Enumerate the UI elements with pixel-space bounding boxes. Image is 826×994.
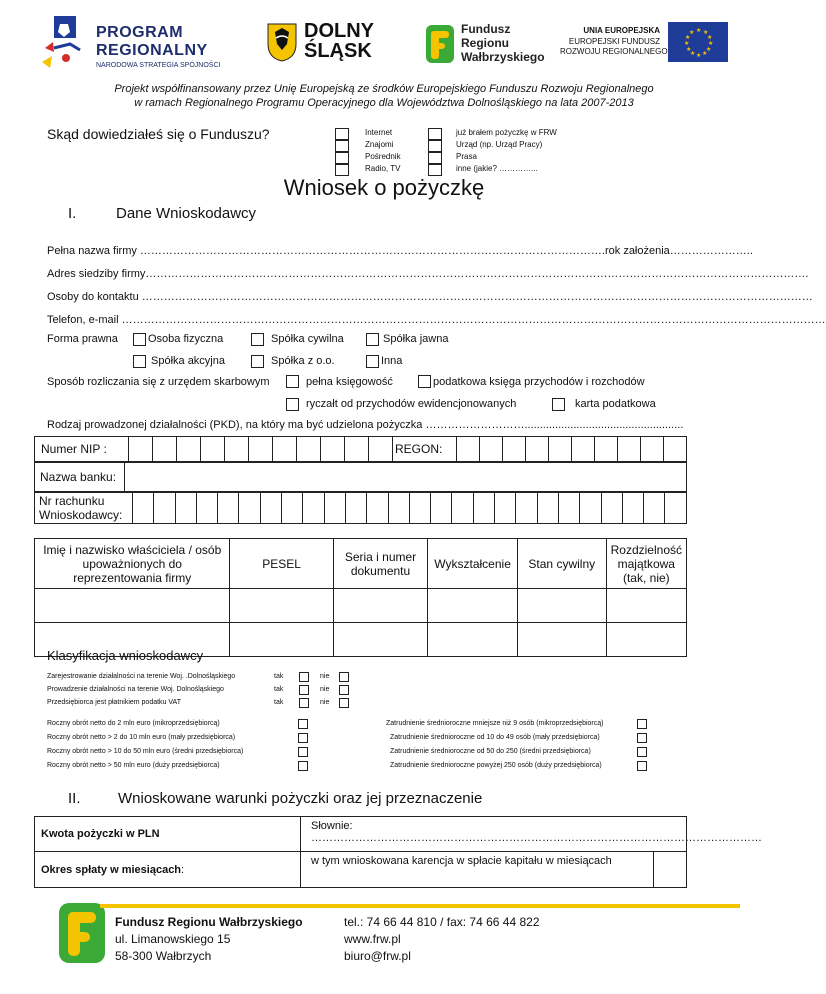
regon-digit-cell[interactable] <box>641 437 664 462</box>
label-spolka-jawna: Spółka jawna <box>383 333 449 345</box>
account-label-line2: Wnioskodawcy: <box>39 508 123 522</box>
section-1-number: I. <box>68 205 77 222</box>
checkbox-posrednik[interactable] <box>335 152 349 164</box>
option-radio-tv: Radio, TV <box>365 164 401 173</box>
label-inna: Inna <box>381 355 403 367</box>
checkbox-znajomi[interactable] <box>335 140 349 152</box>
checkbox-osoba-fizyczna[interactable] <box>133 333 146 346</box>
field-address[interactable]: Adres siedziby firmy………………………………………………………………………………………………………………………………………………………………. <box>47 268 809 280</box>
checkbox-press[interactable] <box>428 152 442 164</box>
account-digit-cell[interactable] <box>644 493 665 524</box>
loan-amount-label: Kwota pożyczki w PLN <box>41 828 160 840</box>
checkbox-karta-podatkowa[interactable] <box>552 398 565 411</box>
svg-text:★: ★ <box>685 34 691 41</box>
option-press: Prasa <box>456 152 477 161</box>
frw-line1: Fundusz <box>461 22 511 36</box>
svg-text:★: ★ <box>684 40 690 47</box>
no-label-2: nie <box>320 686 330 693</box>
bank-name-label-cell <box>35 463 125 492</box>
nip-digit-cell[interactable] <box>225 437 249 462</box>
checkbox-internet[interactable] <box>335 128 349 140</box>
label-spolka-zoo: Spółka z o.o. <box>271 355 335 367</box>
eu-line2: EUROPEJSKI FUNDUSZ <box>568 37 660 46</box>
svg-text:★: ★ <box>686 46 692 53</box>
owners-header-pesel: PESEL <box>230 539 333 589</box>
owners-header-property: Rozdzielność majątkowa (tak, nie) <box>606 539 686 589</box>
regon-digit-cell[interactable] <box>549 437 572 462</box>
account-digit-cell[interactable] <box>495 493 516 524</box>
owners-header-document: Seria i numer dokumentu <box>333 539 428 589</box>
checkbox-registration-no[interactable] <box>339 672 349 682</box>
nip-regon-row <box>35 437 687 462</box>
loan-amount-label-cell <box>35 817 301 852</box>
account-digit-cell[interactable] <box>303 493 324 524</box>
checkbox-spolka-cywilna[interactable] <box>251 333 264 346</box>
class-row-activity: Prowadzenie działalności na terenie Woj. Dolnośląskiego <box>47 686 224 693</box>
turnover-micro: Roczny obrót netto do 2 mln euro (mikroprzedsiębiorcą) <box>47 720 220 727</box>
regon-digit-cell[interactable] <box>595 437 618 462</box>
owners-table <box>34 538 687 657</box>
loan-words-dots: …………………………………………………………………………………………………………… <box>311 832 762 844</box>
nip-regon-table <box>34 436 687 462</box>
account-digit-cell[interactable] <box>601 493 622 524</box>
cofinancing-line-2: w ramach Regionalnego Programu Operacyjnego dla Województwa Dolnośląskiego na lata 2007-2013 <box>134 97 634 109</box>
footer-org: Fundusz Regionu Wałbrzyskiego <box>115 915 303 929</box>
section-2-title: Wnioskowane warunki pożyczki oraz jej przeznaczenie <box>118 790 483 807</box>
yes-label-2: tak <box>274 686 284 693</box>
nip-digit-cell[interactable] <box>177 437 201 462</box>
account-digit-cell[interactable] <box>388 493 409 524</box>
account-digit-cell[interactable] <box>324 493 345 524</box>
svg-text:★: ★ <box>703 29 709 36</box>
svg-text:★: ★ <box>702 50 708 57</box>
checkbox-employment-medium[interactable] <box>637 747 647 757</box>
loan-period-label: Okres spłaty w miesiącach <box>41 863 182 876</box>
nip-digit-cell[interactable] <box>273 437 297 462</box>
account-digit-cell[interactable] <box>537 493 558 524</box>
account-digit-cell[interactable] <box>175 493 196 524</box>
account-digit-cell[interactable] <box>665 493 687 524</box>
account-digit-cell[interactable] <box>580 493 601 524</box>
account-label-line1: Nr rachunku <box>39 494 105 508</box>
checkbox-activity-no[interactable] <box>339 685 349 695</box>
option-other: inne (jakie? …………... <box>456 164 538 173</box>
bank-name-label: Nazwa banku: <box>40 470 117 484</box>
owners-cell[interactable] <box>606 623 686 657</box>
eu-line1: UNIA EUROPEJSKA <box>583 26 660 35</box>
nip-digit-cell[interactable] <box>297 437 321 462</box>
program-regionalny-icon <box>40 14 94 70</box>
checkbox-employment-large[interactable] <box>637 761 647 771</box>
account-digit-cell[interactable] <box>409 493 430 524</box>
regon-digit-cell[interactable] <box>618 437 641 462</box>
account-digit-cell[interactable] <box>196 493 217 524</box>
checkbox-employment-micro[interactable] <box>637 719 647 729</box>
svg-text:★: ★ <box>707 34 713 41</box>
regon-label: REGON: <box>395 442 443 456</box>
account-digit-cell[interactable] <box>516 493 537 524</box>
owners-cell[interactable] <box>230 589 333 623</box>
checkbox-spolka-akcyjna[interactable] <box>133 355 146 368</box>
label-ryczalt: ryczałt od przychodów ewidencjonowanych <box>306 398 517 410</box>
source-right-group <box>428 126 598 178</box>
nip-digit-cell[interactable] <box>321 437 345 462</box>
nss-subtitle: NARODOWA STRATEGIA SPÓJNOŚCI <box>96 62 221 69</box>
coat-of-arms-icon <box>266 22 298 62</box>
owners-cell[interactable] <box>428 623 518 657</box>
loan-grace-input[interactable] <box>654 852 687 888</box>
label-ksiega-przychodow: podatkowa księga przychodów i rozchodów <box>433 376 645 388</box>
loan-words-label: Słownie: <box>311 820 353 832</box>
turnover-medium: Roczny obrót netto > 10 do 50 mln euro (średni przedsiębiorca) <box>47 748 244 755</box>
checkbox-turnover-small[interactable] <box>298 733 308 743</box>
legal-form-label: Forma prawna <box>47 333 118 345</box>
nip-digit-cell[interactable] <box>345 437 369 462</box>
option-internet: Internet <box>365 128 393 137</box>
loan-period-colon: : <box>181 863 185 876</box>
regon-digit-cell[interactable] <box>664 437 687 462</box>
account-row <box>35 493 687 524</box>
owners-header-row <box>35 539 687 589</box>
classification-title: Klasyfikacja wnioskodawcy <box>47 648 204 663</box>
cofinancing-line-1: Projekt współfinansowany przez Unię Europejską ze środków Europejskiego Funduszu Rozwoju Regionalnego <box>114 83 654 95</box>
logo-frw <box>425 20 545 68</box>
owners-cell[interactable] <box>606 589 686 623</box>
regon-digit-cell[interactable] <box>572 437 595 462</box>
nip-digit-cell[interactable] <box>249 437 273 462</box>
option-frw-loan: już brałem pożyczkę w FRW <box>456 128 557 137</box>
class-row-registration: Zarejestrowanie działalności na terenie Woj. .Dolnośląskiego <box>47 673 236 680</box>
nip-digit-cell[interactable] <box>129 437 153 462</box>
logo-program-regionalny <box>40 14 240 74</box>
section-1-title: Dane Wnioskodawcy <box>116 205 257 222</box>
nip-digit-cell[interactable] <box>369 437 393 462</box>
class-row-vat: Przedsiębiorca jest płatnikiem podatku VAT <box>47 699 181 706</box>
footer-city: 58-300 Wałbrzych <box>115 949 212 963</box>
bank-name-input[interactable] <box>125 463 687 492</box>
svg-text:★: ★ <box>708 40 714 47</box>
checkbox-turnover-medium[interactable] <box>298 747 308 757</box>
account-table <box>34 492 687 524</box>
checkbox-office[interactable] <box>428 140 442 152</box>
svg-text:★: ★ <box>696 52 702 59</box>
account-digit-cell[interactable] <box>452 493 473 524</box>
option-znajomi: Znajomi <box>365 140 394 149</box>
checkbox-vat-yes[interactable] <box>299 698 309 708</box>
account-label-cell <box>35 493 133 524</box>
loan-words-cell[interactable] <box>301 817 762 852</box>
employment-medium: Zatrudnienie średnioroczne od 50 do 250 (średni przedsiębiorca) <box>390 748 591 755</box>
label-osoba-fizyczna: Osoba fizyczna <box>148 333 224 345</box>
account-digit-cell[interactable] <box>133 493 154 524</box>
footer-yellow-bar <box>100 904 740 908</box>
account-digit-cell[interactable] <box>282 493 303 524</box>
account-digit-cell[interactable] <box>367 493 388 524</box>
footer-phone: tel.: 74 66 44 810 / fax: 74 66 44 822 <box>344 915 540 929</box>
svg-text:★: ★ <box>706 46 712 53</box>
checkbox-ksiega-przychodow[interactable] <box>418 375 431 388</box>
program-title: PROGRAM <box>96 24 184 41</box>
frw-line2: Regionu <box>461 36 509 50</box>
checkbox-activity-yes[interactable] <box>299 685 309 695</box>
owners-cell[interactable] <box>517 623 606 657</box>
employment-micro: Zatrudnienie średnioroczne mniejsze niż 9 osób (mikroprzedsiębiorcą) <box>386 720 604 727</box>
bank-name-table <box>34 462 687 492</box>
checkbox-employment-small[interactable] <box>637 733 647 743</box>
checkbox-spolka-zoo[interactable] <box>251 355 264 368</box>
account-digit-cell[interactable] <box>558 493 579 524</box>
regon-label-cell <box>393 437 457 462</box>
footer-email[interactable]: biuro@frw.pl <box>344 949 411 963</box>
yes-label-1: tak <box>274 673 284 680</box>
checkbox-turnover-micro[interactable] <box>298 719 308 729</box>
nip-digit-cell[interactable] <box>201 437 225 462</box>
field-phone-email[interactable]: Telefon, e-mail ………………………………………………………………………………………………………………………………………………………………………… <box>47 314 826 326</box>
account-digit-cell[interactable] <box>345 493 366 524</box>
label-spolka-cywilna: Spółka cywilna <box>271 333 344 345</box>
owners-cell[interactable] <box>333 623 428 657</box>
employment-large: Zatrudnienie średnioroczne powyżej 250 osób (duży przedsiębiorca) <box>390 762 602 769</box>
source-question: Skąd dowiedziałeś się o Funduszu? <box>47 126 270 142</box>
owners-row <box>35 589 687 623</box>
regon-digit-cell[interactable] <box>457 437 480 462</box>
loan-period-label-cell <box>35 852 301 888</box>
svg-text:★: ★ <box>689 29 695 36</box>
checkbox-turnover-large[interactable] <box>298 761 308 771</box>
svg-text:★: ★ <box>690 50 696 57</box>
account-digit-cell[interactable] <box>473 493 494 524</box>
owners-cell[interactable] <box>230 623 333 657</box>
owners-header-marital: Stan cywilny <box>517 539 606 589</box>
page-title: Wniosek o pożyczkę <box>283 175 485 200</box>
owners-cell[interactable] <box>517 589 606 623</box>
checkbox-ryczalt[interactable] <box>286 398 299 411</box>
nip-digit-cell[interactable] <box>153 437 177 462</box>
label-pelna-ksiegowosc: pełna księgowość <box>306 376 393 388</box>
option-posrednik: Pośrednik <box>365 152 401 161</box>
nip-label-cell <box>35 437 129 462</box>
footer-www[interactable]: www.frw.pl <box>344 932 401 946</box>
regon-digit-cell[interactable] <box>503 437 526 462</box>
employment-small: Zatrudnienie średnioroczne od 10 do 49 osób (mały przedsiębiorca) <box>390 734 600 741</box>
loan-grace-cell <box>301 852 654 888</box>
loan-grace-label: w tym wnioskowana karencja w spłacie kapitału w miesiącach <box>311 855 612 867</box>
owners-cell[interactable] <box>333 589 428 623</box>
owners-header-name: Imię i nazwisko właściciela / osób upoważnionych do reprezentowania firmy <box>35 539 230 589</box>
eu-line3: ROZWOJU REGIONALNEGO <box>560 47 668 56</box>
regionalny-title: REGIONALNY <box>96 42 208 59</box>
account-digit-cell[interactable] <box>218 493 239 524</box>
field-contact[interactable]: Osoby do kontaktu ………………………………………………………………………………………………………………………………………………………………… <box>47 291 813 303</box>
checkbox-vat-no[interactable] <box>339 698 349 708</box>
no-label-3: nie <box>320 699 330 706</box>
account-digit-cell[interactable] <box>622 493 643 524</box>
source-left-group <box>335 126 425 178</box>
checkbox-inna[interactable] <box>366 355 379 368</box>
account-digit-cell[interactable] <box>154 493 175 524</box>
turnover-large: Roczny obrót netto > 50 mln euro (duży przedsiębiorca) <box>47 762 220 769</box>
loan-table <box>34 816 762 888</box>
checkbox-frw-loan[interactable] <box>428 128 442 140</box>
account-digit-cell[interactable] <box>239 493 260 524</box>
loan-amount-row <box>35 817 687 852</box>
option-office: Urząd (np. Urząd Pracy) <box>456 140 543 149</box>
label-karta-podatkowa: karta podatkowa <box>575 398 656 410</box>
field-company-name[interactable]: Pełna nazwa firmy ……………………………………………………………………………………………………………….rok założenia………………….. <box>47 245 753 257</box>
frw-icon <box>425 24 455 64</box>
frw-line3: Wałbrzyskiego <box>461 50 545 64</box>
eu-flag-icon <box>668 22 728 62</box>
logo-dolny-slask <box>266 22 386 66</box>
owners-header-education: Wykształcenie <box>428 539 518 589</box>
footer-frw-icon <box>58 902 106 964</box>
yes-label-3: tak <box>274 699 284 706</box>
nip-label: Numer NIP : <box>41 442 107 456</box>
section-2-number: II. <box>68 790 81 807</box>
dolny-text: DOLNY <box>304 20 374 42</box>
no-label-1: nie <box>320 673 330 680</box>
loan-period-row <box>35 852 687 888</box>
checkbox-registration-yes[interactable] <box>299 672 309 682</box>
owners-cell[interactable] <box>35 589 230 623</box>
regon-digit-cell[interactable] <box>526 437 549 462</box>
owners-cell[interactable] <box>428 589 518 623</box>
account-digit-cell[interactable] <box>431 493 452 524</box>
field-pkd[interactable]: Rodzaj prowadzonej działalności (PKD), na który ma być udzielona pożyczka ……………………….................................................... <box>47 419 684 431</box>
tax-label: Sposób rozliczania się z urzędem skarbowym <box>47 376 270 388</box>
regon-digit-cell[interactable] <box>480 437 503 462</box>
slask-text: ŚLĄSK <box>304 40 372 62</box>
checkbox-pelna-ksiegowosc[interactable] <box>286 375 299 388</box>
footer-street: ul. Limanowskiego 15 <box>115 932 231 946</box>
checkbox-spolka-jawna[interactable] <box>366 333 379 346</box>
account-digit-cell[interactable] <box>260 493 281 524</box>
label-spolka-akcyjna: Spółka akcyjna <box>151 355 225 367</box>
logo-eu <box>560 26 735 66</box>
svg-text:★: ★ <box>696 27 702 34</box>
turnover-small: Roczny obrót netto > 2 do 10 mln euro (mały przedsiębiorca) <box>47 734 236 741</box>
